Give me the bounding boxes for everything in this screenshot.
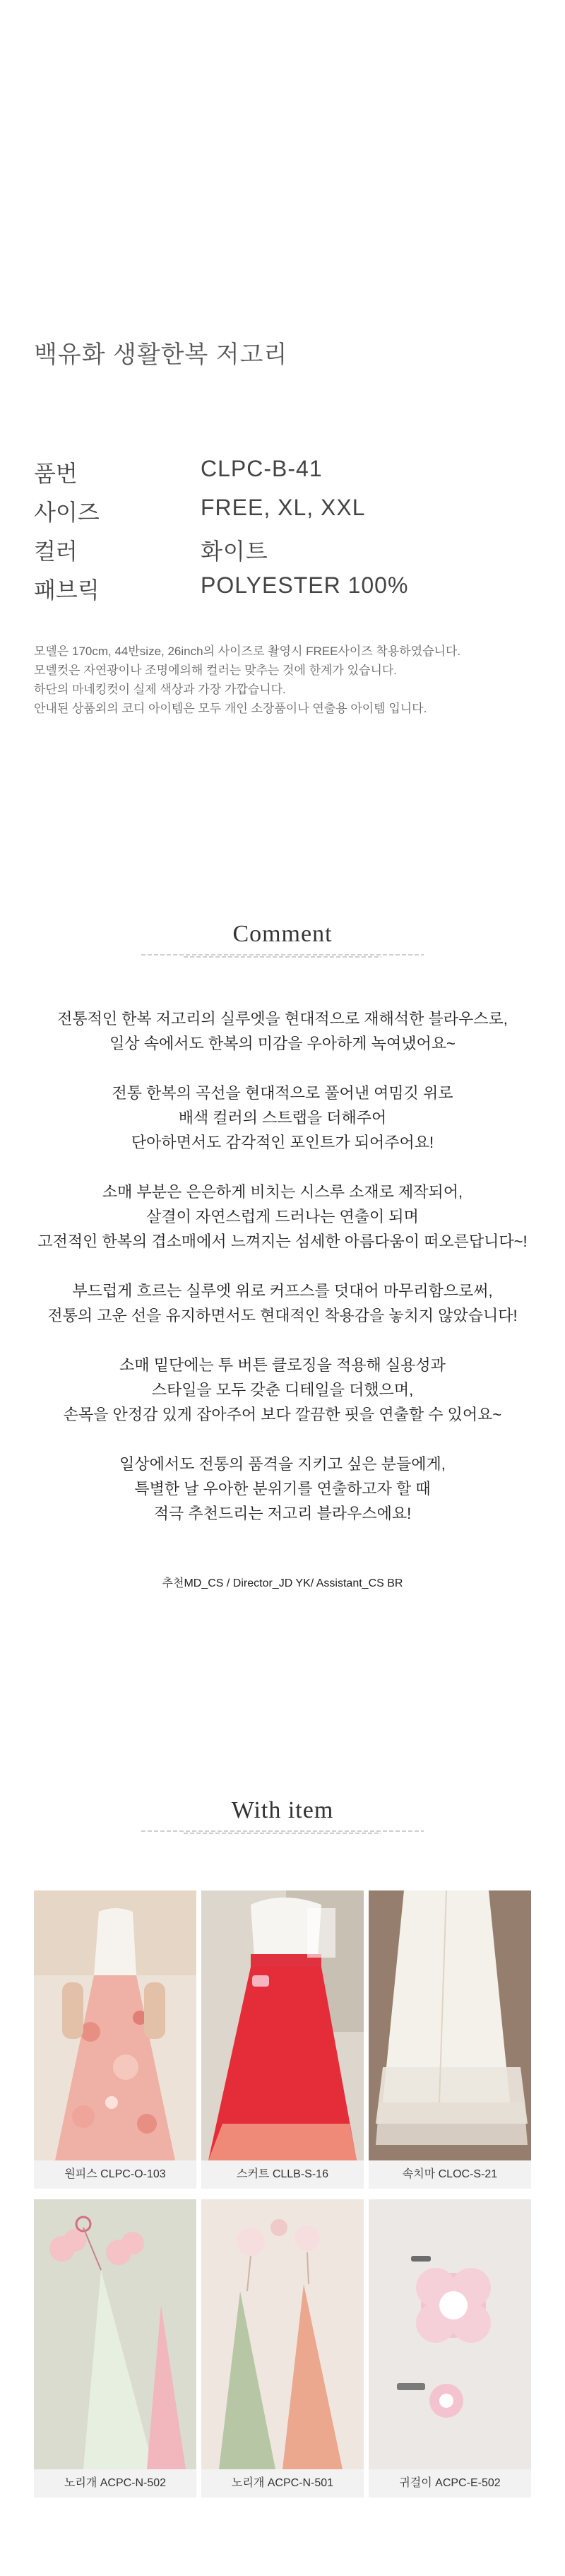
norigae-501-photo[interactable] xyxy=(201,2199,364,2469)
comment-line: 소매 부분은 은은하게 비치는 시스루 소재로 제작되어, xyxy=(102,1183,463,1201)
comment-line: 부드럽게 흐르는 실루엣 위로 커프스를 덧대어 마무리함으로써, xyxy=(72,1282,493,1300)
comment-body xyxy=(0,1006,565,1551)
item-card-norigae-502[interactable] xyxy=(34,2199,196,2498)
product-title: 백유화 생활한복 저고리 xyxy=(34,341,288,368)
credit-text: 추천MD_CS / Director_JD YK/ Assistant_CS BR xyxy=(162,1577,403,1589)
comment-paragraph xyxy=(0,1006,565,1056)
spec-row-size xyxy=(34,495,528,530)
comment-line: 전통적인 한복 저고리의 실루엣을 현대적으로 재해석한 블라우스로, xyxy=(57,1010,508,1028)
comment-heading: Comment xyxy=(232,921,333,947)
note-line: 안내된 상품외의 코디 아이템은 모두 개인 소장품이나 연출용 아이템 입니다. xyxy=(34,702,427,715)
comment-line: 단아하면서도 감각적인 포인트가 되어주어요! xyxy=(131,1134,434,1151)
item-caption[interactable]: 노리개 ACPC-N-501 xyxy=(201,2469,364,2498)
spec-key: 품번 xyxy=(34,461,78,486)
comment-paragraph xyxy=(0,1353,565,1427)
onepiece-photo[interactable] xyxy=(34,1890,196,2160)
spec-value: POLYESTER 100% xyxy=(201,572,409,598)
comment-line: 전통 한복의 곡선을 현대적으로 풀어낸 여밈깃 위로 xyxy=(112,1084,453,1102)
comment-line: 고전적인 한복의 겹소매에서 느껴지는 섬세한 아름다움이 떠오른답니다~! xyxy=(37,1233,528,1250)
norigae-502-photo[interactable] xyxy=(34,2199,196,2469)
item-card-petticoat[interactable] xyxy=(369,1890,531,2189)
note-line: 모델은 170cm, 44반size, 26inch의 사이즈로 촬영시 FREE사이즈 착용하였습니다. xyxy=(34,645,461,658)
decorative-divider xyxy=(141,953,424,958)
item-caption[interactable]: 속치마 CLOC-S-21 xyxy=(369,2160,531,2189)
note-line: 하단의 마네킹컷이 실제 색상과 가장 가깝습니다. xyxy=(34,683,286,696)
comment-paragraph xyxy=(0,1278,565,1328)
spec-key: 패브릭 xyxy=(34,577,100,603)
decorative-divider xyxy=(141,1830,424,1834)
note-line: 모델컷은 자연광이나 조명에의해 컬러는 맞추는 것에 한계가 있습니다. xyxy=(34,664,398,677)
comment-line: 일상 속에서도 한복의 미감을 우아하게 녹여냈어요~ xyxy=(109,1035,456,1052)
spec-row-color xyxy=(34,534,528,569)
item-caption[interactable]: 귀걸이 ACPC-E-502 xyxy=(369,2469,531,2498)
spec-value: 화이트 xyxy=(201,539,268,564)
earring-photo[interactable] xyxy=(369,2199,531,2469)
item-card-norigae-501[interactable] xyxy=(201,2199,364,2498)
item-caption[interactable]: 노리개 ACPC-N-502 xyxy=(34,2469,196,2498)
item-card-skirt[interactable] xyxy=(201,1890,364,2189)
spec-key: 사이즈 xyxy=(34,500,100,525)
spec-row-code xyxy=(34,456,528,491)
with-item-heading: With item xyxy=(231,1797,334,1823)
comment-line: 스타일을 모두 갖춘 디테일을 더했으며, xyxy=(151,1381,414,1399)
spec-row-fabric xyxy=(34,572,528,608)
spec-value: CLPC-B-41 xyxy=(201,456,323,481)
comment-line: 배색 컬러의 스트랩을 더해주어 xyxy=(178,1109,387,1127)
comment-line: 소매 밑단에는 투 버튼 클로징을 적용해 실용성과 xyxy=(119,1356,446,1374)
comment-line: 적극 추천드리는 저고리 블라우스에요! xyxy=(153,1505,412,1522)
item-card-onepiece[interactable] xyxy=(34,1890,196,2189)
petticoat-photo[interactable] xyxy=(369,1890,531,2160)
spec-value: FREE, XL, XXL xyxy=(201,495,366,520)
comment-paragraph xyxy=(0,1180,565,1254)
item-card-earring[interactable] xyxy=(369,2199,531,2498)
comment-paragraph xyxy=(0,1081,565,1155)
comment-line: 손목을 안정감 있게 잡아주어 보다 깔끔한 핏을 연출할 수 있어요~ xyxy=(63,1406,502,1423)
model-notes xyxy=(34,642,542,718)
item-caption[interactable]: 원피스 CLPC-O-103 xyxy=(34,2160,196,2189)
comment-line: 전통의 고운 선을 유지하면서도 현대적인 착용감을 놓치지 않았습니다! xyxy=(47,1307,518,1324)
comment-line: 일상에서도 전통의 품격을 지키고 싶은 분들에게, xyxy=(119,1455,446,1473)
comment-line: 살결이 자연스럽게 드러나는 연출이 되며 xyxy=(146,1208,419,1225)
skirt-photo[interactable] xyxy=(201,1890,364,2160)
comment-line: 특별한 날 우아한 분위기를 연출하고자 할 때 xyxy=(134,1480,431,1498)
comment-paragraph xyxy=(0,1452,565,1526)
item-caption[interactable]: 스커트 CLLB-S-16 xyxy=(201,2160,364,2189)
spec-key: 컬러 xyxy=(34,539,78,564)
